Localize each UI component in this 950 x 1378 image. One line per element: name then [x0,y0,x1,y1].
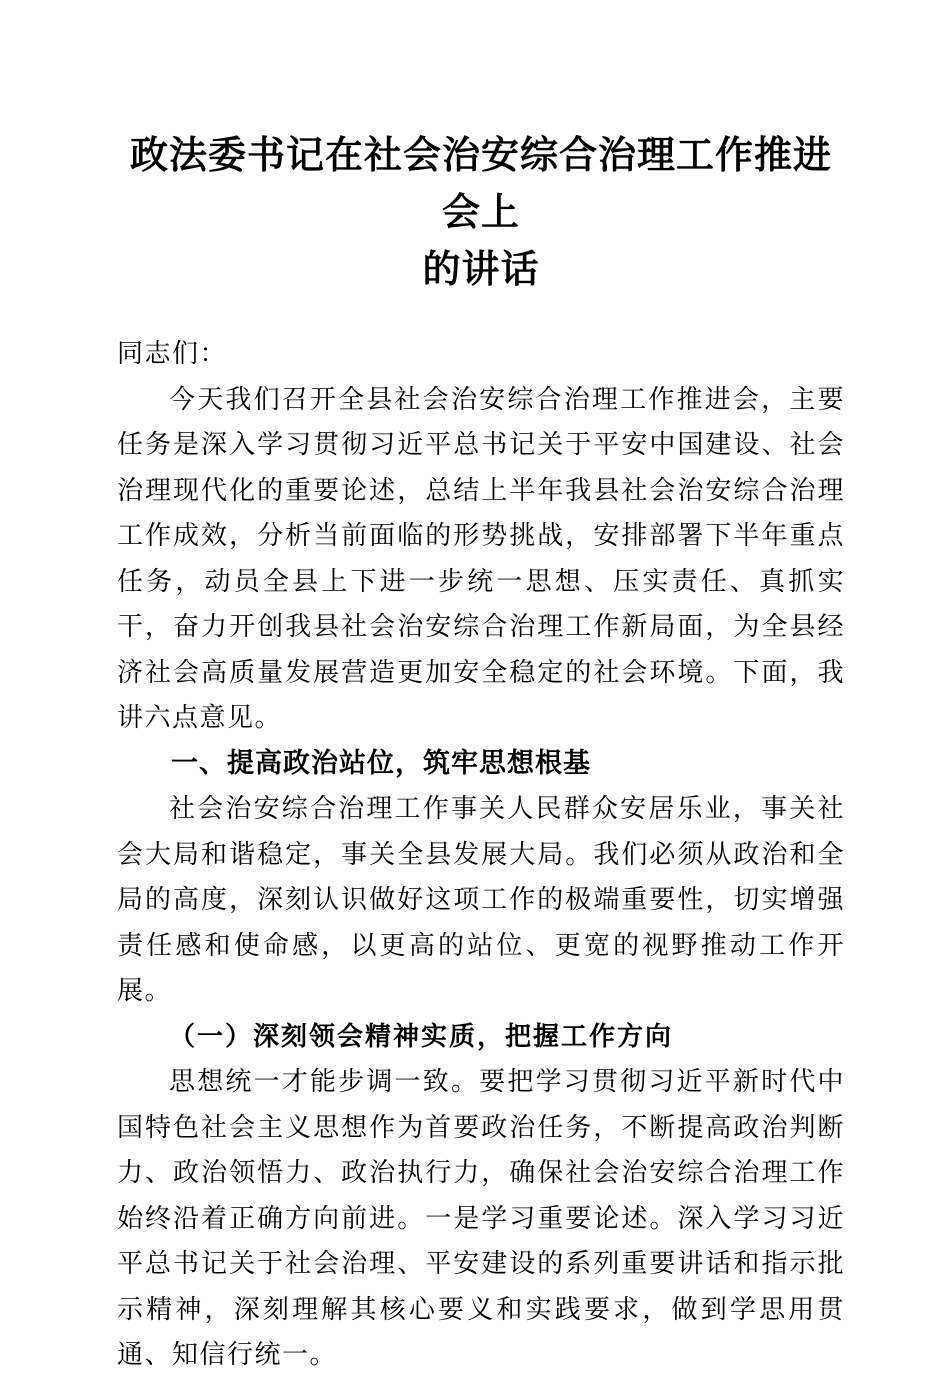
document-title-line-1: 政法委书记在社会治安综合治理工作推进会上 [129,135,832,234]
document-title-line-2: 的讲话 [422,249,540,291]
paragraph-section-1: 社会治安综合治理工作事关人民群众安居乐业，事关社会大局和谐稳定，事关全县发展大局。我们必须从政治和全局的高度，深刻认识做好这项工作的极端重要性，切实增强责任感和使命感，以更高的站位、更宽的视野推动工作开展。 [117,794,845,1005]
salutation: 同志们： [117,339,228,368]
document-title [117,128,845,299]
paragraph-subsection-1-1: 思想统一才能步调一致。要把学习贯彻习近平新时代中国特色社会主义思想作为首要政治任务，不断提高政治判断力、政治领悟力、政治执行力，确保社会治安综合治理工作始终沿着正确方向前进。一是学习重要论述。深入学习习近平总书记关于社会治理、平安建设的系列重要讲话和指示批示精神，深刻理解其核心要义和实践要求，做到学思用贯通、知信行统一。 [117,1067,845,1369]
section-heading-1: 一、提高政治站位，筑牢思想根基 [171,747,591,778]
paragraph-intro: 今天我们召开全县社会治安综合治理工作推进会，主要任务是深入学习贯彻习近平总书记关于平安中国建设、社会治理现代化的重要论述，总结上半年我县社会治安综合治理工作成效，分析当前面临的形势挑战，安排部署下半年重点任务，动员全县上下进一步统一思想、压实责任、真抓实干，奋力开创我县社会治安综合治理工作新局面，为全县经济社会高质量发展营造更加安全稳定的社会环境。下面，我讲六点意见。 [117,384,845,732]
subsection-heading-1-1: （一）深刻领会精神实质，把握工作方向 [169,1021,674,1051]
